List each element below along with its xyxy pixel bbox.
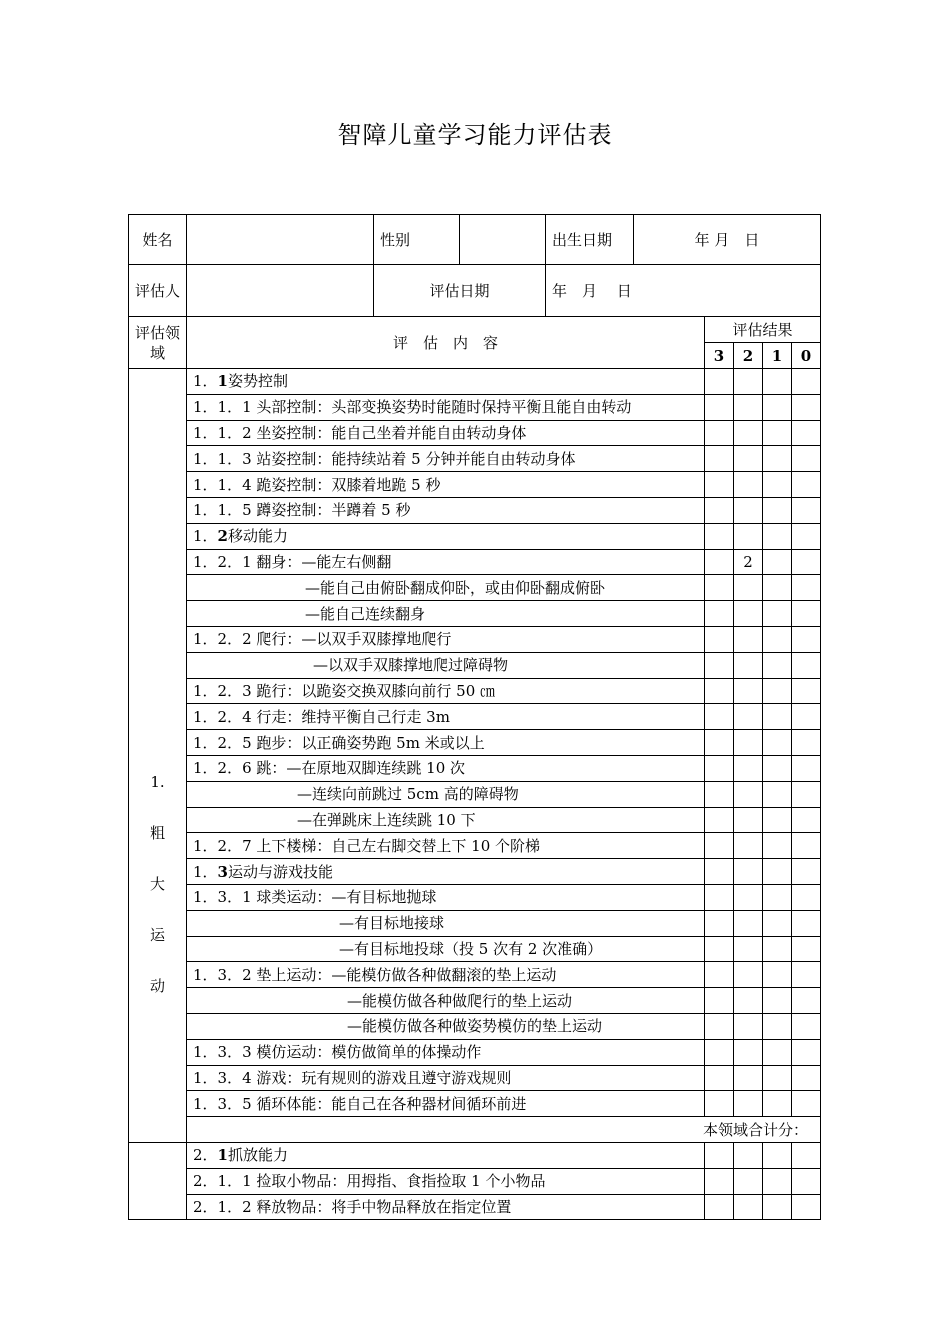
item-text bbox=[187, 1142, 705, 1168]
item-prefix: 2． bbox=[193, 1146, 218, 1165]
item-row bbox=[129, 962, 821, 988]
item-row bbox=[129, 807, 821, 833]
item-text: 1．3．3 模仿运动：模仿做简单的体操动作 bbox=[187, 1039, 705, 1065]
item-prefix: 1． bbox=[193, 372, 218, 391]
score-cell[interactable] bbox=[734, 369, 763, 395]
item-row bbox=[129, 1039, 821, 1065]
gender-field[interactable] bbox=[460, 215, 546, 265]
header-row-2 bbox=[129, 265, 821, 317]
score-cell[interactable] bbox=[763, 369, 792, 395]
score-cell[interactable] bbox=[734, 446, 763, 472]
score-cell[interactable] bbox=[763, 652, 792, 678]
score-cell[interactable] bbox=[763, 394, 792, 420]
score-cell[interactable] bbox=[792, 755, 821, 781]
item-text: —能模仿做各种做爬行的垫上运动 bbox=[187, 988, 705, 1014]
score-cell[interactable] bbox=[705, 575, 734, 601]
score-cell[interactable] bbox=[705, 1039, 734, 1065]
item-text: 2．1．1 捡取小物品：用拇指、食指捡取 1 个小物品 bbox=[187, 1168, 705, 1194]
dob-field[interactable]: 年 月 日 bbox=[634, 215, 821, 265]
score-cell[interactable] bbox=[792, 833, 821, 859]
score-cell[interactable]: 2 bbox=[734, 549, 763, 575]
score-cell[interactable] bbox=[734, 704, 763, 730]
item-text: —在弹跳床上连续跳 10 下 bbox=[187, 807, 705, 833]
score-cell[interactable] bbox=[734, 755, 763, 781]
score-cell[interactable] bbox=[705, 1013, 734, 1039]
domain-total-label: 本领域合计分： bbox=[187, 1117, 821, 1143]
item-heading: 抓放能力 bbox=[227, 1146, 288, 1165]
item-number: 3 bbox=[217, 862, 228, 881]
item-heading: 移动能力 bbox=[227, 527, 288, 546]
item-text: —有目标地投球（投 5 次有 2 次准确） bbox=[187, 936, 705, 962]
score-cell[interactable] bbox=[792, 678, 821, 704]
score-cell[interactable] bbox=[705, 1142, 734, 1168]
item-row bbox=[129, 446, 821, 472]
score-cell[interactable] bbox=[763, 678, 792, 704]
score-cell[interactable] bbox=[705, 884, 734, 910]
item-text: 1．1．3 站姿控制：能持续站着 5 分钟并能自由转动身体 bbox=[187, 446, 705, 472]
item-text: 1．1．2 坐姿控制：能自己坐着并能自由转动身体 bbox=[187, 420, 705, 446]
item-row bbox=[129, 781, 821, 807]
score-cell[interactable] bbox=[763, 549, 792, 575]
score-cell[interactable] bbox=[763, 988, 792, 1014]
item-row bbox=[129, 936, 821, 962]
domain-2-label bbox=[129, 1142, 187, 1219]
item-prefix: 1． bbox=[193, 527, 218, 546]
score-cell[interactable] bbox=[734, 807, 763, 833]
domain-1-char: 1. bbox=[150, 772, 165, 791]
item-heading: 姿势控制 bbox=[227, 372, 288, 391]
score-cell[interactable] bbox=[792, 1142, 821, 1168]
score-cell[interactable] bbox=[734, 626, 763, 652]
item-text: —能模仿做各种做姿势模仿的垫上运动 bbox=[187, 1013, 705, 1039]
score-cell[interactable] bbox=[792, 652, 821, 678]
item-text bbox=[187, 859, 705, 885]
score-cell[interactable] bbox=[705, 523, 734, 549]
score-cell[interactable] bbox=[763, 704, 792, 730]
item-row bbox=[129, 833, 821, 859]
score-cell[interactable] bbox=[792, 910, 821, 936]
score-cell[interactable] bbox=[734, 1091, 763, 1117]
score-cell[interactable] bbox=[792, 781, 821, 807]
score-cell[interactable] bbox=[734, 859, 763, 885]
score-cell[interactable] bbox=[792, 884, 821, 910]
score-cell[interactable] bbox=[705, 962, 734, 988]
score-cell[interactable] bbox=[792, 1168, 821, 1194]
item-row bbox=[129, 730, 821, 756]
item-row bbox=[129, 472, 821, 498]
item-text: 2．1．2 释放物品：将手中物品释放在指定位置 bbox=[187, 1194, 705, 1220]
score-cell[interactable] bbox=[734, 497, 763, 523]
score-cell[interactable] bbox=[705, 807, 734, 833]
item-text: 1．2．6 跳：—在原地双脚连续跳 10 次 bbox=[187, 755, 705, 781]
score-cell[interactable] bbox=[792, 523, 821, 549]
score-cell[interactable] bbox=[792, 394, 821, 420]
item-text: 1．1．5 蹲姿控制：半蹲着 5 秒 bbox=[187, 497, 705, 523]
domain-1-char: 运 bbox=[149, 925, 165, 944]
score-cell[interactable] bbox=[763, 1194, 792, 1220]
score-cell[interactable] bbox=[792, 601, 821, 627]
score-cell[interactable] bbox=[763, 601, 792, 627]
score-cell[interactable] bbox=[734, 910, 763, 936]
score-cell[interactable] bbox=[705, 497, 734, 523]
assessment-table bbox=[128, 214, 821, 1220]
domain-1-total-row bbox=[129, 1117, 821, 1143]
item-row bbox=[129, 1091, 821, 1117]
assessor-label: 评估人 bbox=[129, 265, 187, 317]
item-row bbox=[129, 755, 821, 781]
score-cell[interactable] bbox=[734, 1194, 763, 1220]
item-text: 1．3．1 球类运动：—有目标地抛球 bbox=[187, 884, 705, 910]
assess-date-label: 评估日期 bbox=[374, 265, 546, 317]
gender-label: 性别 bbox=[374, 215, 460, 265]
score-cell[interactable] bbox=[792, 420, 821, 446]
item-row bbox=[129, 369, 821, 395]
item-text: 1．2．3 跪行：以跪姿交换双膝向前行 50 ㎝ bbox=[187, 678, 705, 704]
item-text: 1．2．2 爬行：—以双手双膝撑地爬行 bbox=[187, 626, 705, 652]
item-row bbox=[129, 988, 821, 1014]
item-number: 1 bbox=[217, 1146, 228, 1165]
score-cell[interactable] bbox=[763, 962, 792, 988]
score-cell[interactable] bbox=[792, 1039, 821, 1065]
score-cell[interactable] bbox=[705, 1194, 734, 1220]
score-cell[interactable] bbox=[705, 730, 734, 756]
item-row bbox=[129, 1142, 821, 1168]
item-text: —能自己连续翻身 bbox=[187, 601, 705, 627]
item-row bbox=[129, 1194, 821, 1220]
item-row bbox=[129, 1168, 821, 1194]
score-cell[interactable] bbox=[763, 446, 792, 472]
item-row bbox=[129, 652, 821, 678]
score-col-3: 3 bbox=[705, 343, 734, 369]
score-cell[interactable] bbox=[763, 807, 792, 833]
item-row bbox=[129, 884, 821, 910]
score-cell[interactable] bbox=[792, 704, 821, 730]
item-text: —能自己由俯卧翻成仰卧，或由仰卧翻成俯卧 bbox=[187, 575, 705, 601]
item-row bbox=[129, 575, 821, 601]
dob-label: 出生日期 bbox=[546, 215, 634, 265]
score-col-2: 2 bbox=[734, 343, 763, 369]
score-cell[interactable] bbox=[734, 472, 763, 498]
score-cell[interactable] bbox=[705, 988, 734, 1014]
score-cell[interactable] bbox=[705, 678, 734, 704]
score-cell[interactable] bbox=[734, 1013, 763, 1039]
score-cell[interactable] bbox=[792, 936, 821, 962]
score-cell[interactable] bbox=[763, 497, 792, 523]
item-text: —连续向前跳过 5cm 高的障碍物 bbox=[187, 781, 705, 807]
score-cell[interactable] bbox=[763, 1142, 792, 1168]
item-text: 1．3．5 循环体能：能自己在各种器材间循环前进 bbox=[187, 1091, 705, 1117]
score-cell[interactable] bbox=[763, 781, 792, 807]
domain-1-label bbox=[129, 369, 187, 1143]
item-row bbox=[129, 859, 821, 885]
score-cell[interactable] bbox=[705, 859, 734, 885]
score-cell[interactable] bbox=[734, 833, 763, 859]
score-cell[interactable] bbox=[705, 833, 734, 859]
item-text: 1．3．2 垫上运动：—能模仿做各种做翻滚的垫上运动 bbox=[187, 962, 705, 988]
score-cell[interactable] bbox=[734, 1065, 763, 1091]
assessor-field[interactable] bbox=[187, 265, 374, 317]
item-number: 1 bbox=[217, 372, 228, 391]
score-cell[interactable] bbox=[705, 755, 734, 781]
score-cell[interactable] bbox=[792, 369, 821, 395]
header-row-3 bbox=[129, 317, 821, 343]
item-row bbox=[129, 420, 821, 446]
score-cell[interactable] bbox=[792, 472, 821, 498]
item-row bbox=[129, 549, 821, 575]
item-text: 1．2．5 跑步：以正确姿势跑 5m 米或以上 bbox=[187, 730, 705, 756]
item-text: 1．1．4 跪姿控制：双膝着地跪 5 秒 bbox=[187, 472, 705, 498]
score-cell[interactable] bbox=[734, 730, 763, 756]
score-cell[interactable] bbox=[734, 884, 763, 910]
score-cell[interactable] bbox=[734, 420, 763, 446]
score-cell[interactable] bbox=[792, 549, 821, 575]
domain-1-char: 大 bbox=[149, 874, 165, 893]
score-cell[interactable] bbox=[792, 1013, 821, 1039]
score-cell[interactable] bbox=[734, 1168, 763, 1194]
score-cell[interactable] bbox=[792, 1194, 821, 1220]
item-text: 1．2．4 行走：维持平衡自己行走 3m bbox=[187, 704, 705, 730]
score-cell[interactable] bbox=[705, 472, 734, 498]
item-row bbox=[129, 910, 821, 936]
score-cell[interactable] bbox=[792, 859, 821, 885]
item-text: 1．2．1 翻身：—能左右侧翻 bbox=[187, 549, 705, 575]
score-cell[interactable] bbox=[705, 369, 734, 395]
score-cell[interactable] bbox=[763, 1039, 792, 1065]
item-number: 2 bbox=[217, 527, 228, 546]
item-row bbox=[129, 1013, 821, 1039]
score-cell[interactable] bbox=[763, 910, 792, 936]
score-cell[interactable] bbox=[705, 601, 734, 627]
item-row bbox=[129, 626, 821, 652]
score-cell[interactable] bbox=[792, 988, 821, 1014]
item-heading: 运动与游戏技能 bbox=[227, 862, 333, 881]
score-cell[interactable] bbox=[705, 1091, 734, 1117]
score-cell[interactable] bbox=[763, 1168, 792, 1194]
score-cell[interactable] bbox=[763, 1091, 792, 1117]
item-text: 1．2．7 上下楼梯：自己左右脚交替上下 10 个阶梯 bbox=[187, 833, 705, 859]
domain-1-char: 粗 bbox=[149, 823, 165, 842]
score-cell[interactable] bbox=[734, 394, 763, 420]
score-cell[interactable] bbox=[763, 1013, 792, 1039]
score-cell[interactable] bbox=[763, 523, 792, 549]
score-cell[interactable] bbox=[734, 988, 763, 1014]
item-text: —有目标地接球 bbox=[187, 910, 705, 936]
score-cell[interactable] bbox=[705, 394, 734, 420]
score-cell[interactable] bbox=[792, 575, 821, 601]
header-row-1 bbox=[129, 215, 821, 265]
item-row bbox=[129, 497, 821, 523]
score-cell[interactable] bbox=[763, 936, 792, 962]
score-cell[interactable] bbox=[792, 807, 821, 833]
score-cell[interactable] bbox=[705, 549, 734, 575]
score-cell[interactable] bbox=[705, 652, 734, 678]
item-prefix: 1． bbox=[193, 862, 218, 881]
item-text: 1．3．4 游戏：玩有规则的游戏且遵守游戏规则 bbox=[187, 1065, 705, 1091]
score-cell[interactable] bbox=[763, 575, 792, 601]
score-cell[interactable] bbox=[705, 704, 734, 730]
score-cell[interactable] bbox=[734, 962, 763, 988]
page-title: 智障儿童学习能力评估表 bbox=[337, 121, 613, 149]
score-cell[interactable] bbox=[705, 626, 734, 652]
score-cell[interactable] bbox=[734, 936, 763, 962]
score-cell[interactable] bbox=[763, 472, 792, 498]
domain-header-label: 评估领域 bbox=[129, 317, 187, 369]
score-cell[interactable] bbox=[763, 730, 792, 756]
name-field[interactable] bbox=[187, 215, 374, 265]
score-cell[interactable] bbox=[792, 497, 821, 523]
score-cell[interactable] bbox=[792, 626, 821, 652]
score-cell[interactable] bbox=[734, 1039, 763, 1065]
score-cell[interactable] bbox=[763, 833, 792, 859]
item-row bbox=[129, 523, 821, 549]
item-row bbox=[129, 394, 821, 420]
score-cell[interactable] bbox=[734, 781, 763, 807]
score-cell[interactable] bbox=[763, 884, 792, 910]
item-row bbox=[129, 601, 821, 627]
score-cell[interactable] bbox=[705, 910, 734, 936]
score-cell[interactable] bbox=[792, 730, 821, 756]
score-cell[interactable] bbox=[734, 678, 763, 704]
score-cell[interactable] bbox=[705, 446, 734, 472]
score-col-0: 0 bbox=[792, 343, 821, 369]
score-col-1: 1 bbox=[763, 343, 792, 369]
score-cell[interactable] bbox=[792, 1091, 821, 1117]
item-row bbox=[129, 1065, 821, 1091]
score-cell[interactable] bbox=[763, 859, 792, 885]
content-header-label: 评 估 内 容 bbox=[187, 317, 705, 369]
item-text bbox=[187, 523, 705, 549]
score-cell[interactable] bbox=[734, 601, 763, 627]
item-text: —以双手双膝撑地爬过障碍物 bbox=[187, 652, 705, 678]
score-cell[interactable] bbox=[705, 420, 734, 446]
score-cell[interactable] bbox=[705, 936, 734, 962]
result-header-label: 评估结果 bbox=[705, 317, 821, 343]
item-row bbox=[129, 704, 821, 730]
score-cell[interactable] bbox=[734, 652, 763, 678]
score-cell[interactable] bbox=[792, 1065, 821, 1091]
score-cell[interactable] bbox=[705, 1065, 734, 1091]
score-cell[interactable] bbox=[792, 446, 821, 472]
score-cell[interactable] bbox=[734, 1142, 763, 1168]
score-cell[interactable] bbox=[705, 781, 734, 807]
score-cell[interactable] bbox=[734, 575, 763, 601]
name-label: 姓名 bbox=[129, 215, 187, 265]
score-cell[interactable] bbox=[792, 962, 821, 988]
item-row bbox=[129, 678, 821, 704]
score-cell[interactable] bbox=[763, 1065, 792, 1091]
domain-1-char: 动 bbox=[149, 976, 165, 995]
score-cell[interactable] bbox=[763, 420, 792, 446]
item-text bbox=[187, 369, 705, 395]
score-cell[interactable] bbox=[705, 1168, 734, 1194]
score-cell[interactable] bbox=[763, 755, 792, 781]
score-cell[interactable] bbox=[734, 523, 763, 549]
assess-date-field[interactable]: 年 月 日 bbox=[546, 265, 821, 317]
score-cell[interactable] bbox=[763, 626, 792, 652]
item-text: 1．1．1 头部控制：头部变换姿势时能随时保持平衡且能自由转动 bbox=[187, 394, 705, 420]
